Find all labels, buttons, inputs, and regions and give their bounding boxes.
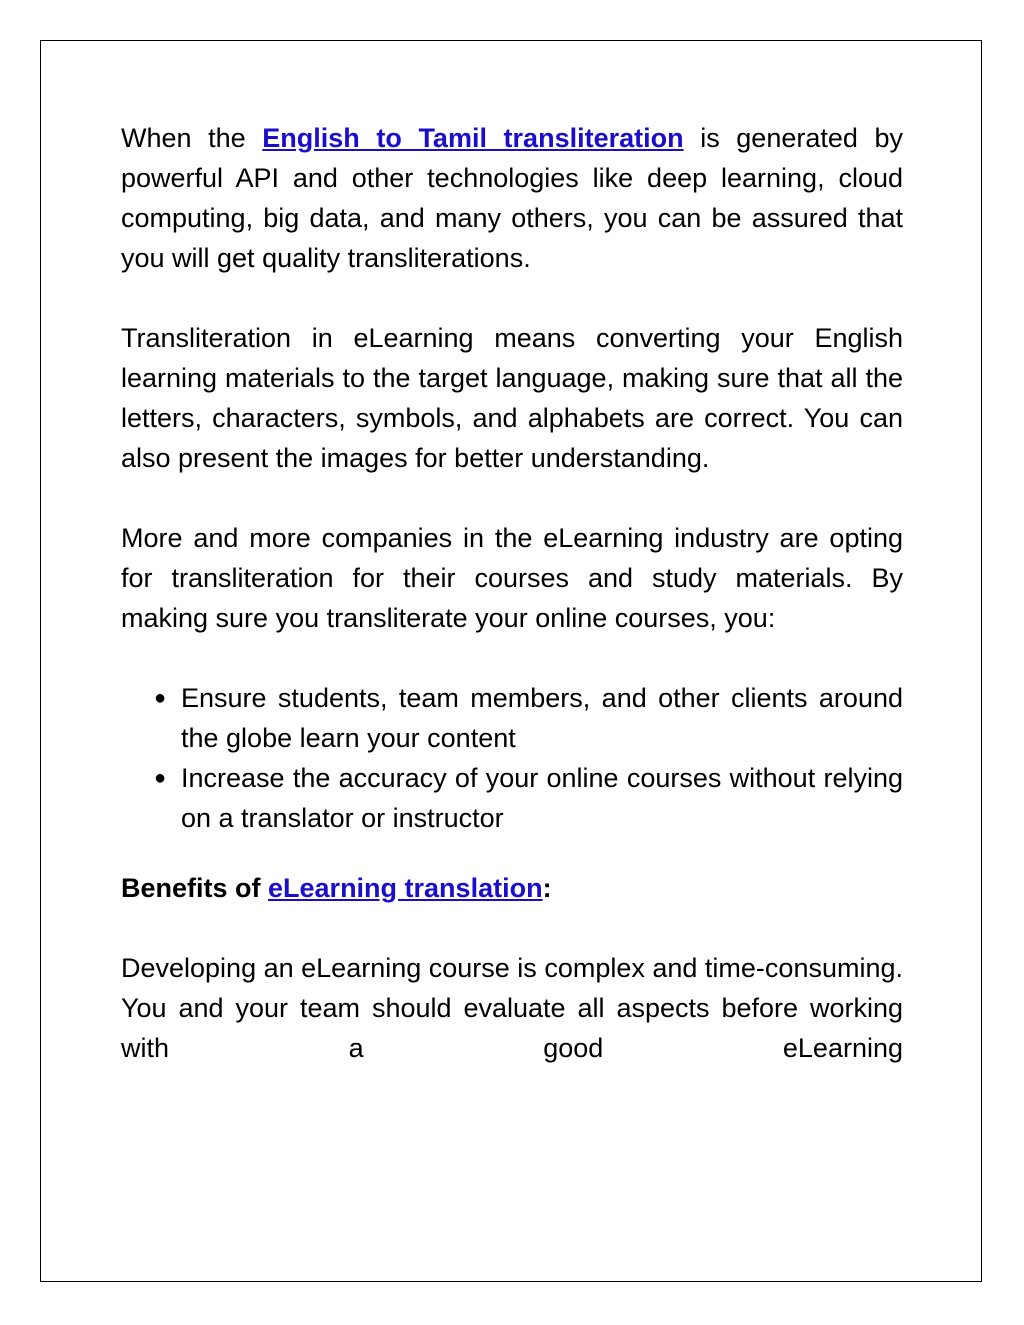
bullet-icon: ● — [154, 687, 167, 709]
section-heading-text: Benefits of — [121, 873, 269, 903]
document-body — [121, 118, 903, 1068]
paragraph-companies: More and more companies in the eLearning industry are opting for transliteration for their courses and study materials. By making sure you transliterate your online courses, you: — [121, 523, 903, 633]
spacer — [121, 908, 903, 948]
list-item — [121, 678, 903, 758]
spacer — [121, 838, 903, 868]
english-to-tamil-transliteration-link[interactable]: English to Tamil transliteration — [262, 123, 684, 153]
paragraph-developing-course: Developing an eLearning course is complex and time-consuming. You and your team should evaluate all aspects before working with a good eLearning — [121, 953, 903, 1063]
section-heading-colon: : — [542, 873, 552, 903]
benefits-bullet-list — [121, 678, 903, 838]
section-heading — [121, 868, 903, 908]
list-item-text: Ensure students, team members, and other clients around the globe learn your content — [181, 683, 903, 753]
bullet-icon: ● — [154, 767, 167, 789]
paragraph-intro — [121, 118, 903, 278]
spacer — [121, 278, 903, 318]
spacer — [121, 478, 903, 518]
list-item — [121, 758, 903, 838]
paragraph-intro-text-end: is generated by powerful API and other technologies like deep learning, cloud computing, big data, and many others, you can be assured that you will get quality transliterations. — [121, 123, 903, 273]
paragraph-transliteration-elearning: Transliteration in eLearning means converting your English learning materials to the target language, making sure that all the letters, characters, symbols, and alphabets are correct. You can also present the images for better understanding. — [121, 323, 903, 473]
paragraph-intro-text-start: When the — [121, 123, 263, 153]
list-item-text: Increase the accuracy of your online courses without relying on a translator or instructor — [181, 763, 903, 833]
elearning-translation-link[interactable]: eLearning translation — [268, 873, 543, 903]
spacer — [121, 638, 903, 678]
